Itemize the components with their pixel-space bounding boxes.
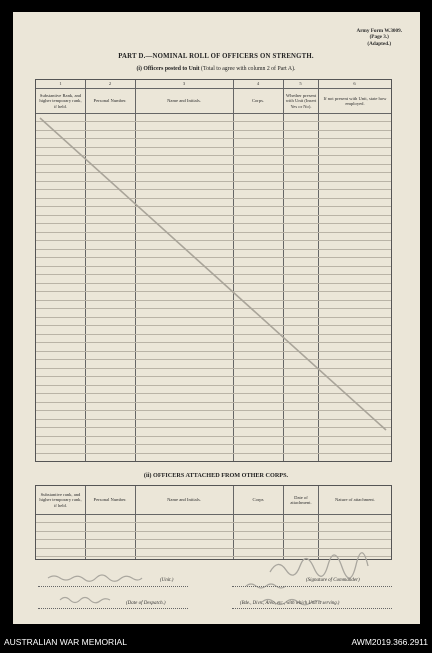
caption-right: AWM2019.366.2911 — [351, 637, 428, 647]
attached-header-nature: Nature of attachment. — [335, 497, 375, 503]
form-ref-line3: (Adapted.) — [367, 40, 392, 47]
col-number-4: 4 — [256, 81, 260, 86]
col-number-5: 5 — [299, 81, 302, 86]
form-ref-line1: Army Form W.3009. — [356, 28, 402, 34]
subtitle-bold: (i) Officers posted to Unit — [136, 66, 200, 72]
col-number-2: 2 — [108, 81, 112, 86]
header-rank: Substantive Rank, and higher temporary rank, if held. — [39, 93, 82, 109]
caption-left: AUSTRALIAN WAR MEMORIAL — [4, 637, 127, 647]
col-number-3: 3 — [182, 81, 186, 86]
section-ii-title: (ii) OFFICERS ATTACHED FROM OTHER CORPS. — [143, 472, 289, 479]
subtitle-rest: (Total to agree with column 2 of Part A). — [199, 66, 296, 72]
header-present: Whether present with Unit (Insert Yes or No). — [285, 93, 317, 109]
attached-header-personal-number: Personal Number. — [93, 497, 127, 503]
date-of-despatch-label: (Date of Despatch.) — [126, 601, 166, 606]
signature-label: (Signature of Commander) — [306, 578, 360, 583]
location-label: (Bde., Divn., Area, etc., with which Unit is serving.) — [240, 601, 340, 606]
unit-label: (Unit.) — [160, 578, 174, 583]
attached-header-name: Name and Initials. — [167, 497, 201, 503]
header-employment: If not present with Unit, state how employed. — [323, 95, 387, 106]
col-number-6: 6 — [353, 81, 356, 86]
header-corps: Corps. — [251, 98, 265, 104]
col-number-1: 1 — [59, 81, 62, 86]
attached-header-date: Date of attachment. — [290, 494, 312, 505]
attached-header-corps: Corps — [252, 497, 264, 503]
header-personal-number: Personal Number. — [93, 98, 127, 104]
attached-header-rank: Substantive rank, and higher temporary rank, if held. — [39, 492, 82, 508]
form-ref-line2: (Page 3.) — [369, 34, 389, 41]
header-name: Name and Initials. — [167, 98, 201, 104]
part-d-title: PART D.—NOMINAL ROLL OF OFFICERS ON STRENGTH. — [118, 53, 314, 60]
